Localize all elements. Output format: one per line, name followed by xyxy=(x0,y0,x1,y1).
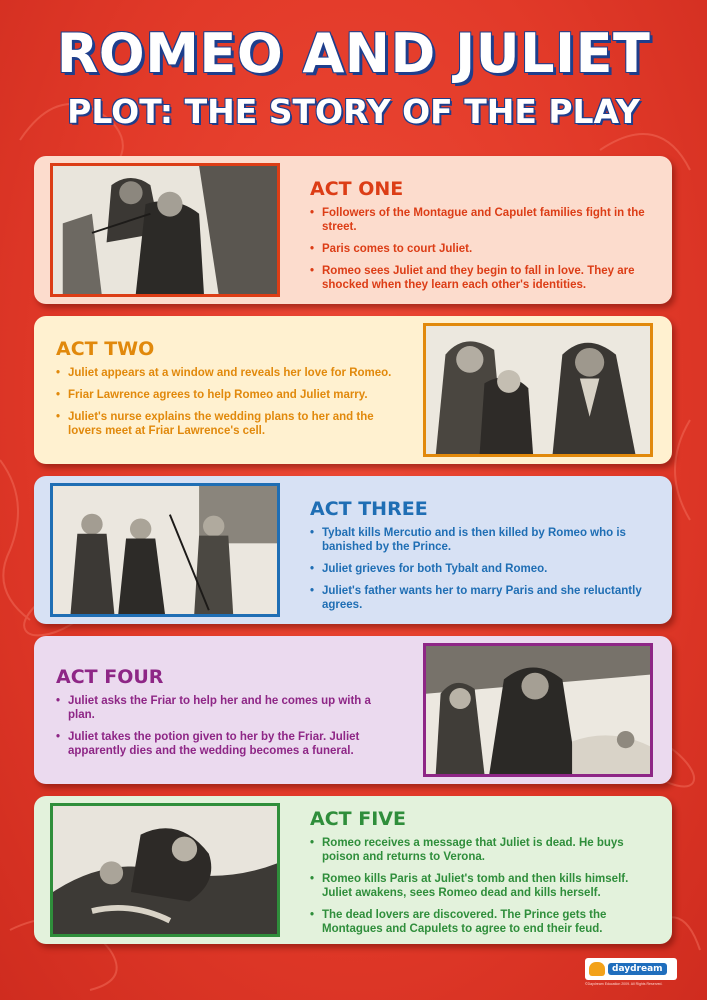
act-two-title: ACT TWO xyxy=(56,338,155,360)
act-three-bullet-3: • Juliet's father wants her to marry Paris and she reluctantly agrees. xyxy=(310,584,650,612)
logo-wordmark: daydream xyxy=(608,963,667,975)
daydream-logo xyxy=(585,958,677,980)
act-three-bullet-2: • Juliet grieves for both Tybalt and Romeo. xyxy=(310,562,650,576)
poster-title: ROMEO AND JULIET xyxy=(56,22,651,85)
act-four-bullet-1: • Juliet asks the Friar to help her and he comes up with a plan. xyxy=(56,694,396,722)
act-three-bullet-1: • Tybalt kills Mercutio and is then killed by Romeo who is banished by the Prince. xyxy=(310,526,650,554)
act-five-panel xyxy=(34,796,672,944)
act-one-bullet-2: • Paris comes to court Juliet. xyxy=(310,242,650,256)
act-two-panel xyxy=(34,316,672,464)
act-five-illustration xyxy=(50,803,280,937)
act-one-title: ACT ONE xyxy=(310,178,404,200)
act-two-bullet-2: • Friar Lawrence agrees to help Romeo and Juliet marry. xyxy=(56,388,396,402)
act-three-panel xyxy=(34,476,672,624)
act-four-panel xyxy=(34,636,672,784)
act-five-bullet-1: • Romeo receives a message that Juliet is dead. He buys poison and returns to Verona. xyxy=(310,836,650,864)
act-two-illustration xyxy=(423,323,653,457)
copyright-text: ©Daydream Education 2009. All Rights Reserved. xyxy=(585,982,663,986)
act-two-bullet-3: • Juliet's nurse explains the wedding plans to her and the lovers meet at Friar Lawrence's cell. xyxy=(56,410,396,438)
act-two-bullet-1: • Juliet appears at a window and reveals her love for Romeo. xyxy=(56,366,396,380)
act-three-illustration xyxy=(50,483,280,617)
poster-subtitle: PLOT: THE STORY OF THE PLAY xyxy=(67,92,640,131)
act-one-bullet-3: • Romeo sees Juliet and they begin to fall in love. They are shocked when they learn each other's identities. xyxy=(310,264,650,292)
act-five-bullet-3: • The dead lovers are discovered. The Prince gets the Montagues and Capulets to agree to end their feud. xyxy=(310,908,650,936)
cloud-icon xyxy=(589,962,605,976)
act-one-bullet-1: • Followers of the Montague and Capulet families fight in the street. xyxy=(310,206,650,234)
act-five-title: ACT FIVE xyxy=(310,808,406,830)
act-five-bullet-2: • Romeo kills Paris at Juliet's tomb and then kills himself. Juliet awakens, sees Romeo dead and kills herself. xyxy=(310,872,650,900)
act-four-illustration xyxy=(423,643,653,777)
act-three-title: ACT THREE xyxy=(310,498,428,520)
act-one-panel xyxy=(34,156,672,304)
act-four-title: ACT FOUR xyxy=(56,666,164,688)
act-one-illustration xyxy=(50,163,280,297)
act-four-bullet-2: • Juliet takes the potion given to her by the Friar. Juliet apparently dies and the wedding becomes a funeral. xyxy=(56,730,396,758)
